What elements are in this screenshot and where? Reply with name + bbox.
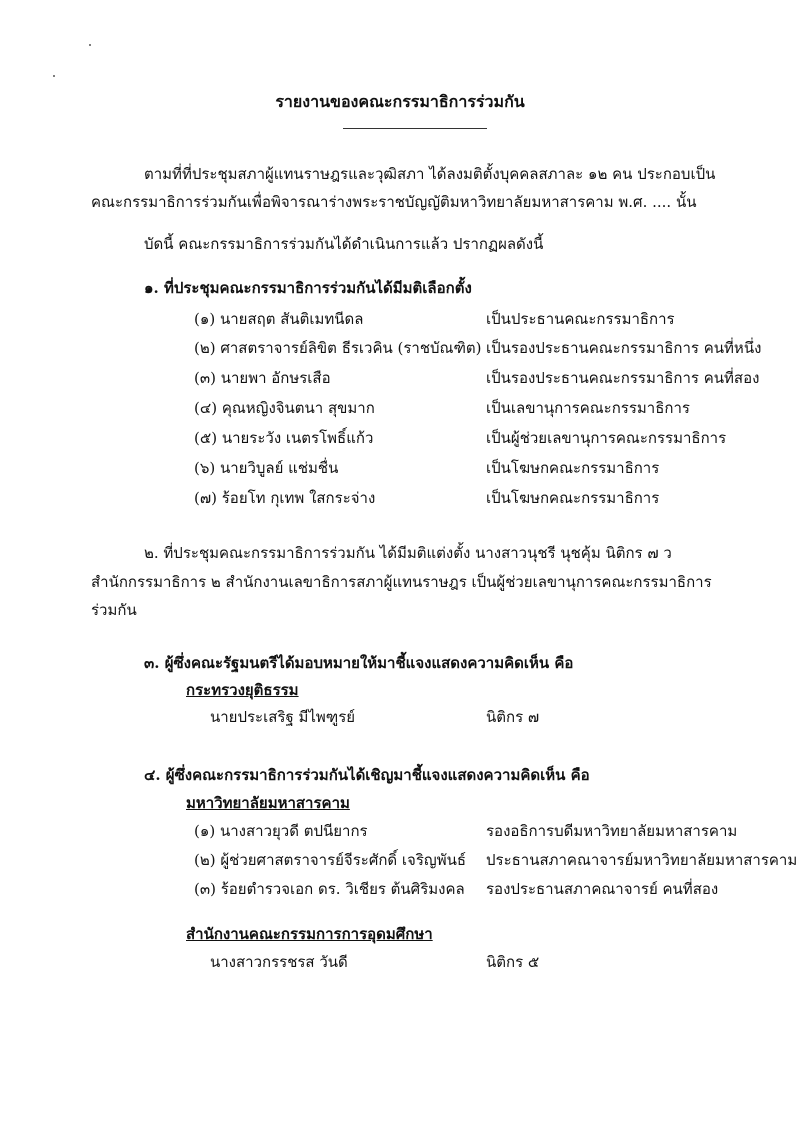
- member-role: เป็นรองประธานคณะกรรมาธิการ คนที่หนึ่ง: [486, 339, 762, 357]
- member-name: (๖) นายวิบูลย์ แช่มชื่น: [194, 459, 339, 477]
- section-2-line-2: สำนักกรรมาธิการ ๒ สำนักงานเลขาธิการสภาผู้แทนราษฎร เป็นผู้ช่วยเลขานุการคณะกรรมาธิการ: [91, 573, 712, 591]
- page-title: รายงานของคณะกรรมาธิการร่วมกัน: [275, 92, 525, 111]
- member-role: เป็นโฆษกคณะกรรมาธิการ: [486, 489, 660, 507]
- member-role: เป็นเลขานุการคณะกรรมาธิการ: [486, 399, 690, 417]
- invitee-role: รองประธานสภาคณาจารย์ คนที่สอง: [486, 880, 719, 898]
- representative-name: นายประเสริฐ มีไพฑูรย์: [210, 708, 356, 726]
- section-2-line-1: ๒. ที่ประชุมคณะกรรมาธิการร่วมกัน ได้มีมติแต่งตั้ง นางสาวนุชรี นุชคุ้ม นิติกร ๗ ว: [144, 544, 672, 562]
- mahasarakham-university-label: มหาวิทยาลัยมหาสารคาม: [186, 794, 350, 812]
- member-name: (๒) ศาสตราจารย์ลิขิต ธีรเวคิน (ราชบัณฑิต): [194, 339, 482, 357]
- member-name: (๔) คุณหญิงจินตนา สุขมาก: [194, 399, 375, 417]
- member-role: เป็นรองประธานคณะกรรมาธิการ คนที่สอง: [486, 369, 760, 387]
- section-1-heading: ๑. ที่ประชุมคณะกรรมาธิการร่วมกันได้มีมติเลือกตั้ง: [144, 279, 472, 297]
- invitee-role: รองอธิการบดีมหาวิทยาลัยมหาสารคาม: [486, 822, 738, 840]
- ministry-of-justice-label: กระทรวงยุติธรรม: [186, 681, 299, 699]
- scan-speck: [89, 44, 91, 46]
- invitee-name: (๓) ร้อยตำรวจเอก ดร. วิเชียร ต้นศิริมงคล: [194, 880, 465, 898]
- ohec-label: สำนักงานคณะกรรมการการอุดมศึกษา: [186, 925, 433, 943]
- representative-role: นิติกร ๗: [486, 708, 540, 726]
- scan-speck: [53, 75, 55, 77]
- section-4-heading: ๔. ผู้ซึ่งคณะกรรมาธิการร่วมกันได้เชิญมาชี้แจงแสดงความคิดเห็น คือ: [144, 766, 590, 784]
- intro-line-3: บัดนี้ คณะกรรมาธิการร่วมกันได้ดำเนินการแล้ว ปรากฏผลดังนี้: [144, 235, 544, 253]
- invitee-name: (๑) นางสาวยุวดี ตปนียากร: [194, 822, 368, 840]
- member-name: (๑) นายสฤต สันติเมทนีดล: [194, 310, 364, 328]
- ohec-representative-name: นางสาวกรรชรส วันดี: [210, 953, 348, 971]
- member-name: (๓) นายพา อักษรเสือ: [194, 369, 331, 387]
- member-role: เป็นผู้ช่วยเลขานุการคณะกรรมาธิการ: [486, 429, 727, 447]
- ohec-representative-role: นิติกร ๕: [486, 953, 540, 971]
- section-3-heading: ๓. ผู้ซึ่งคณะรัฐมนตรีได้มอบหมายให้มาชี้แจงแสดงความคิดเห็น คือ: [144, 654, 574, 672]
- title-divider: [343, 128, 487, 129]
- intro-line-1: ตามที่ที่ประชุมสภาผู้แทนราษฎรและวุฒิสภา ได้ลงมติตั้งบุคคลสภาละ ๑๒ คน ประกอบเป็น: [144, 165, 716, 183]
- intro-line-2: คณะกรรมาธิการร่วมกันเพื่อพิจารณาร่างพระราชบัญญัติมหาวิทยาลัยมหาสารคาม พ.ศ. .... นั้น: [91, 193, 697, 211]
- member-role: เป็นโฆษกคณะกรรมาธิการ: [486, 459, 660, 477]
- invitee-role: ประธานสภาคณาจารย์มหาวิทยาลัยมหาสารคาม: [486, 851, 798, 869]
- invitee-name: (๒) ผู้ช่วยศาสตราจารย์จีระศักดิ์ เจริญพันธ์: [194, 851, 466, 869]
- member-role: เป็นประธานคณะกรรมาธิการ: [486, 310, 675, 328]
- member-name: (๗) ร้อยโท กุเทพ ใสกระจ่าง: [194, 489, 376, 507]
- member-name: (๕) นายระวัง เนตรโพธิ์แก้ว: [194, 429, 374, 447]
- section-2-line-3: ร่วมกัน: [91, 601, 137, 619]
